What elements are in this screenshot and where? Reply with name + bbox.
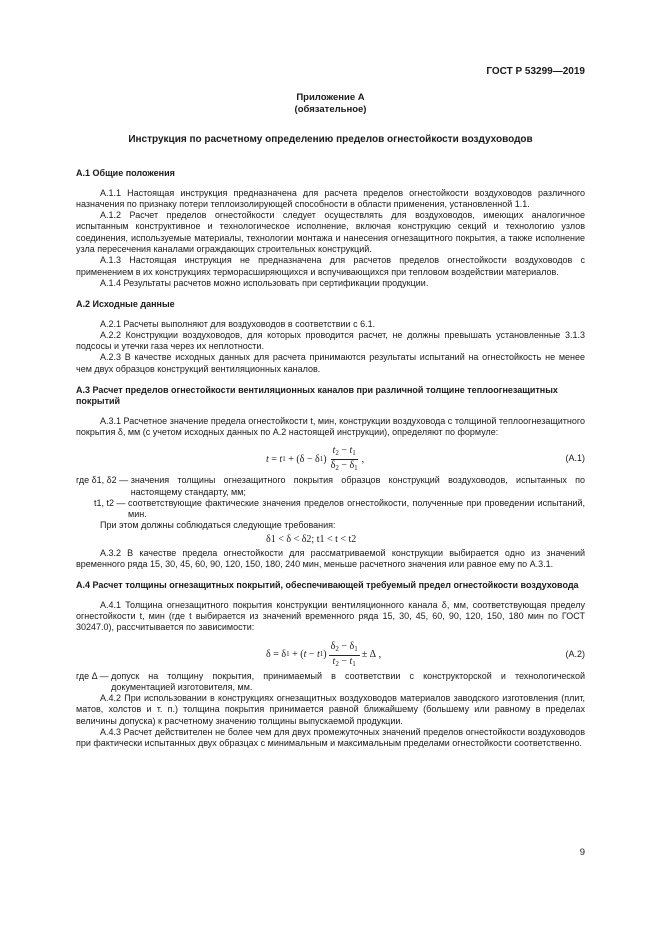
section-a1-heading: А.1 Общие положения xyxy=(76,168,175,179)
definition-tolerance-label: где Δ — xyxy=(76,670,109,681)
paragraph-a2-3: А.2.3 В качестве исходных данных для расчета принимаются результаты испытаний на огнестойкость не менее чем двух образцов конструкций вентиляционных каналов. xyxy=(76,352,585,374)
definition-t-label: t1, t2 — xyxy=(94,497,126,508)
definition-delta-label: где δ1, δ2 — xyxy=(76,475,129,486)
section-a4-heading: А.4 Расчет толщины огнезащитных покрытий, обеспечивающей требуемый предел огнестойкости воздуховода xyxy=(76,580,579,591)
formula-a1-expression: t = t 1 + (δ − δ 1 ) $\frac{t_2 - t_1}{\delta_2 - \delta_1}$ , xyxy=(266,445,365,473)
definition-delta-text: значения толщины огнезащитного покрытия образцов конструкций воздуховодов, испытанных по настоящему стандарту, мм; xyxy=(130,475,585,497)
paragraph-a1-1: А.1.1 Настоящая инструкция предназначена для расчета пределов огнестойкости воздуховодов различного назначения по признаку потери теплоизолирующей способности в области применения, установленной 1.1. xyxy=(76,187,585,209)
definition-t xyxy=(76,498,585,521)
requirement-inequality: δ1 < δ < δ2; t1 < t < t2 xyxy=(266,533,357,545)
section-a2-heading: А.2 Исходные данные xyxy=(76,299,175,310)
formula-a2 xyxy=(76,638,585,668)
requirement-intro: При этом должны соблюдаться следующие требования: xyxy=(100,520,336,531)
definition-tolerance-text: допуск на толщину покрытия, принимаемый в соответствии с конструкторской и технологической документацией изготовителя, мм. xyxy=(111,670,585,692)
document-title: Инструкция по расчетному определению пределов огнестойкости воздуховодов xyxy=(128,134,533,145)
paragraph-a2-1: А.2.1 Расчеты выполняют для воздуховодов в соответствии с 6.1. xyxy=(100,318,376,329)
paragraph-a1-3: А.1.3 Настоящая инструкция не предназначена для расчетов пределов огнестойкости воздуховодов с применением в их конструкциях терморасширяющихся и вспучивающихся при тепловом воздействии материалов. xyxy=(76,255,585,277)
formula-a2-number: (А.2) xyxy=(565,648,585,659)
paragraph-a1-2: А.1.2 Расчет пределов огнестойкости следует осуществлять для воздуховодов, имеющих аналогичное испытанным конструктивное и технологическое исполнение, включая конструкцию секций и технологию узлов соединения, используемые материалы, технологии монтажа и нанесения огнезащитного покрытия, а также исполнение узла пересечения каналами ограждающих строительных конструкций. xyxy=(76,210,585,255)
paragraph-a1-4: А.1.4 Результаты расчетов можно использовать при сертификации продукции. xyxy=(100,277,429,288)
definition-t-text: соответствующие фактические значения пределов огнестойкости, полученные при проведении испытаний, мин. xyxy=(128,497,585,520)
paragraph-a4-1: А.4.1 Толщина огнезащитного покрытия конструкции вентиляционного канала δ, мм, соответствующая пределу огнестойкости t, мин (где t выбирается из значений временного ряда 15, 30, 45, 60, 90, 120, 150, 180 мин по ГОСТ 30247.0), рассчитывается по зависимости: xyxy=(76,599,585,633)
standard-number: ГОСТ Р 53299—2019 xyxy=(486,66,585,77)
paragraph-a2-2: А.2.2 Конструкции воздуховодов, для которых проводится расчет, не должны превышать установленные 3.1.3 подсосы и утечки газа через их неплотности. xyxy=(76,329,585,352)
section-a3-heading: А.3 Расчет пределов огнестойкости вентиляционных каналов при различной толщине теплоогнезащитных покрытий xyxy=(76,385,558,407)
document-content xyxy=(76,92,585,750)
formula-a1-number: (А.1) xyxy=(565,453,585,464)
formula-a2-expression: δ = δ 1 + ( t − t 1 ) $\frac{\delta_2 - \delta_1}{t_2 - t_1}$ ± Δ , xyxy=(266,640,382,668)
paragraph-a3-1: А.3.1 Расчетное значение предела огнестойкости t, мин, конструкции воздуховода с толщиной теплоогнезащитного покрытия δ, мм (с учетом исходных данных по А.2 настоящей инструкции), определяют по формуле: xyxy=(76,415,585,437)
definition-tolerance xyxy=(76,671,585,694)
formula-a1 xyxy=(76,442,585,472)
paragraph-a3-2: А.3.2 В качестве предела огнестойкости для рассматриваемой конструкции выбирается одно из значений временного ряда 15, 30, 45, 60, 90, 120, 150, 180, 240 мин, меньше расчетного значения или равное ему по А.3.1. xyxy=(76,547,585,570)
paragraph-a4-2: А.4.2 При использовании в конструкциях огнезащитных воздуховодов материалов заводского изготовления (плит, матов, холстов и т. п.) толщина покрытия принимается равной ближайшему (большему или равному в пределах величины допуска) к расчетному значению толщины выпускаемой продукции. xyxy=(76,693,585,726)
definition-delta xyxy=(76,475,585,498)
appendix-subtitle: (обязательное) xyxy=(294,103,367,115)
paragraph-a4-3: А.4.3 Расчет действителен не более чем для двух промежуточных значений пределов огнестойкости воздуховодов при фактически испытанных двух образцах с минимальным и максимальным пределами огнестойкости соответственно. xyxy=(76,726,585,749)
appendix-title: Приложение А xyxy=(296,92,365,103)
page-number: 9 xyxy=(579,847,585,858)
